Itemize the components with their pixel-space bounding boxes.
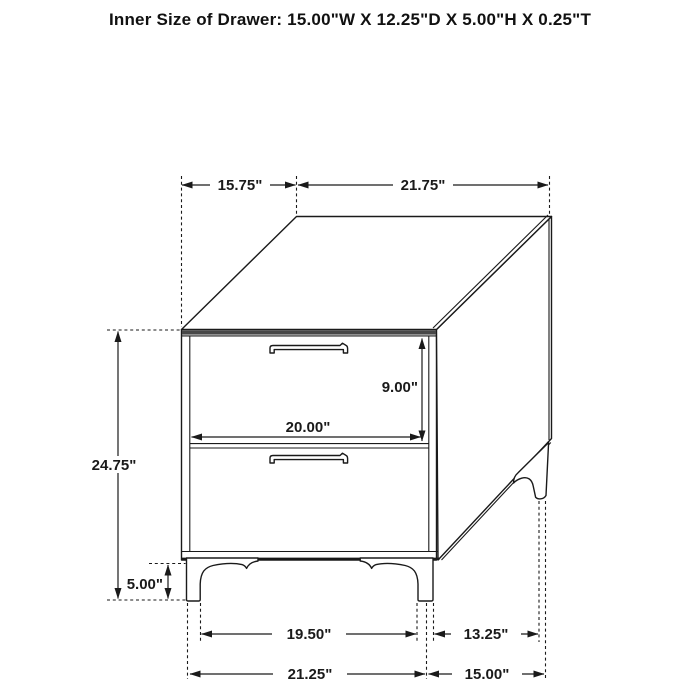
dim-feet-span-front-inner-label: 19.50" <box>286 626 332 643</box>
dim-feet-span-front-inner <box>202 626 417 643</box>
dim-feet-span-front-outer-label: 21.25" <box>287 666 333 683</box>
dim-drawer-height-label: 9.00" <box>381 379 418 396</box>
front-left-leg <box>187 558 259 601</box>
dim-overall-height-label: 24.75" <box>91 457 137 474</box>
dim-feet-span-front-outer <box>190 666 425 683</box>
dim-feet-span-side-inner-label: 13.25" <box>463 626 509 643</box>
dim-drawer-width-label: 20.00" <box>285 419 331 436</box>
dim-leg-height <box>127 565 168 599</box>
top-edge-band <box>182 331 436 335</box>
dim-top-depth-label: 15.75" <box>217 177 263 194</box>
front-right-leg <box>360 558 433 601</box>
diagram-title: Inner Size of Drawer: 15.00"W X 12.25"D X 5.00"H X 0.25"T <box>108 10 592 29</box>
furniture <box>182 215 552 601</box>
dim-top-depth <box>182 177 296 194</box>
dim-top-width <box>298 177 548 194</box>
front-face <box>182 330 437 561</box>
dim-overall-height <box>85 332 145 599</box>
dim-leg-height-label: 5.00" <box>126 576 163 593</box>
dim-feet-span-side-inner <box>435 626 539 643</box>
dim-top-width-label: 21.75" <box>400 177 446 194</box>
dim-feet-span-side-outer-label: 15.00" <box>464 666 510 683</box>
dim-feet-span-side-outer <box>429 666 545 683</box>
